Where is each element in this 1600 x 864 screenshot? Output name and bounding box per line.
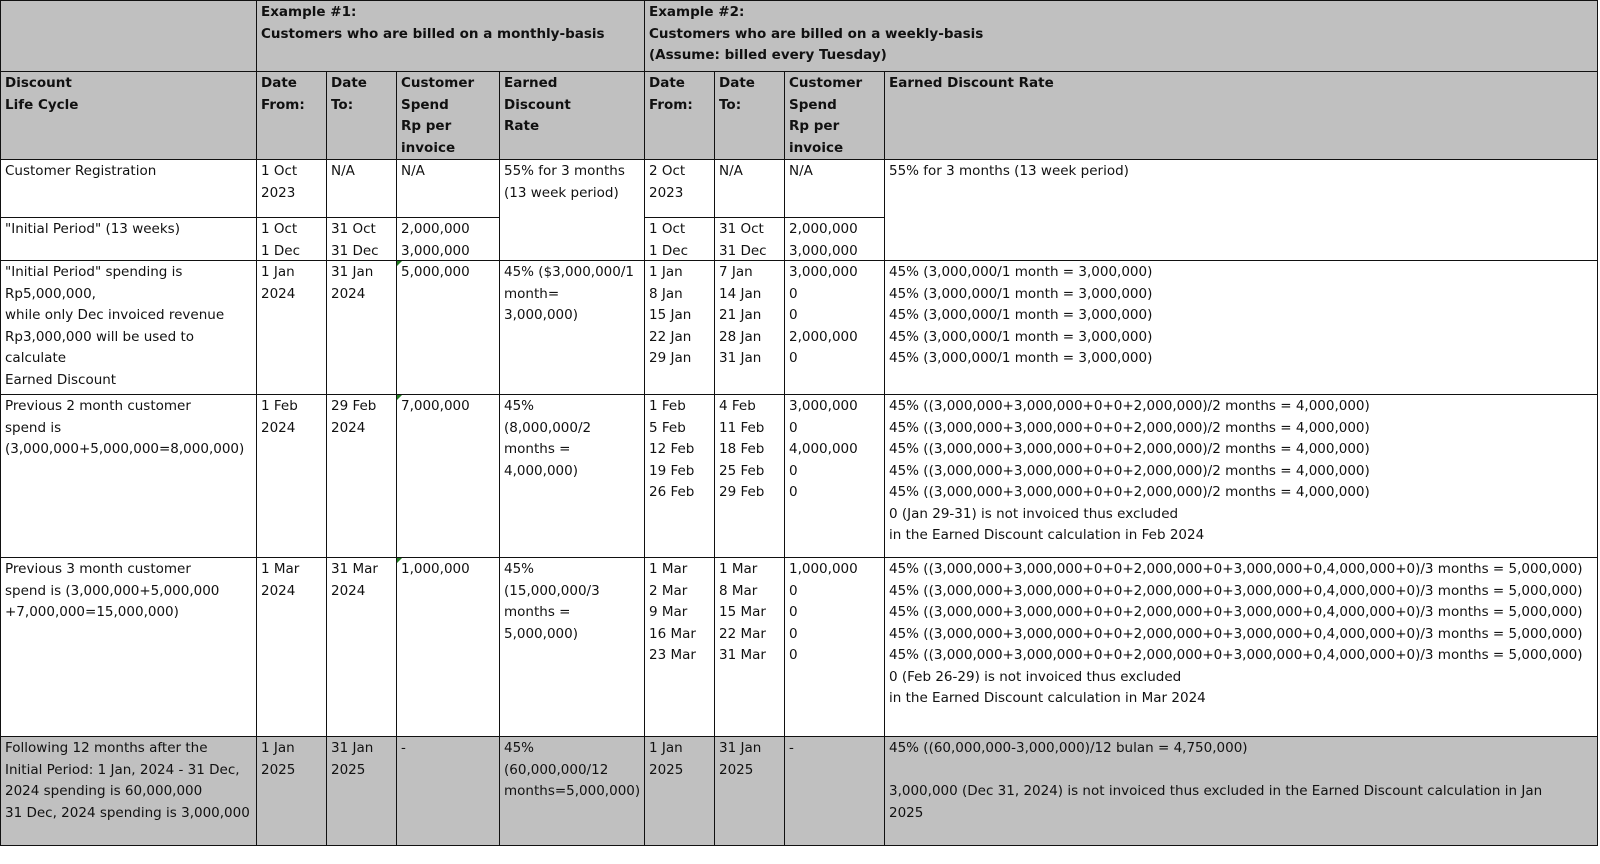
cell-line: 45% [504, 561, 535, 577]
cell-line: 1 Jan [261, 264, 295, 280]
cell-line: 45% ((3,000,000+3,000,000+0+0+2,000,000+0+3,000,000+0,4,000,000+0)/3 months = 5,000,000) [889, 647, 1583, 663]
ex2-date-to-cell [715, 737, 785, 846]
cell-line: 0 [789, 625, 798, 642]
cell-line: 1 Mar [719, 561, 758, 577]
cell-line: 45% ((3,000,000+3,000,000+0+0+2,000,000+0+3,000,000+0,4,000,000+0)/3 months = 5,000,000) [889, 582, 1583, 599]
cell-line: 21 Jan [719, 307, 762, 323]
cell-line: 0 [789, 582, 798, 599]
cell-line: (15,000,000/3 [504, 582, 600, 599]
cell-line: Spend [401, 96, 449, 113]
cell-line: Initial Period: 1 Jan, 2024 - 31 Dec, [5, 761, 240, 778]
cell-line: 31 Dec [719, 242, 767, 259]
cell-line: Discount [504, 96, 571, 113]
cell-line: 1 Oct [649, 221, 686, 237]
ex1-date-from-cell [257, 160, 327, 218]
cell-line: 1 Jan [649, 264, 683, 280]
cell-line: N/A [331, 163, 355, 179]
cell-line: 3,000,000 [789, 398, 858, 414]
cell-line: 31 Jan [719, 740, 762, 756]
ex1-rate-cell [500, 558, 645, 737]
cell-line: 4,000,000) [504, 462, 578, 479]
lifecycle-cell [0, 218, 257, 261]
cell-line: 2025 [331, 761, 366, 778]
column-header-ex2-spend [785, 72, 885, 160]
cell-line: 31 Oct [719, 221, 764, 237]
ex1-date-to-cell [327, 261, 397, 395]
cell-line: 45% ((3,000,000+3,000,000+0+0+2,000,000)/2 months = 4,000,000) [889, 419, 1370, 436]
cell-line: 15 Jan [649, 307, 692, 323]
ex1-spend-cell [397, 395, 500, 558]
cell-line: 18 Feb [719, 441, 765, 457]
cell-line: 45% (3,000,000/1 month = 3,000,000) [889, 328, 1153, 345]
cell-line: 0 [789, 307, 798, 323]
cell-line: 1 Oct [261, 221, 298, 237]
column-header-ex1-date-from [257, 72, 327, 160]
cell-line: Date [719, 75, 755, 91]
cell-line: 2 Oct [649, 163, 686, 179]
cell-line: 5 Feb [649, 419, 686, 436]
cell-line: Customer [789, 75, 863, 91]
cell-line: 1 Mar [649, 561, 688, 577]
ex2-spend-cell [785, 395, 885, 558]
cell-line: 45% (3,000,000/1 month = 3,000,000) [889, 285, 1153, 302]
ex2-date-to-cell [715, 160, 785, 218]
cell-line: Date [649, 75, 685, 91]
cell-line: Rate [504, 118, 540, 134]
cell-line: calculate [5, 350, 67, 366]
cell-line: 2023 [649, 184, 684, 201]
cell-line: 45% (3,000,000/1 month = 3,000,000) [889, 264, 1153, 280]
cell-line: Discount [5, 75, 72, 91]
cell-line: 2024 [331, 419, 366, 436]
cell-line: 45% [504, 398, 535, 414]
cell-line: Earned [504, 75, 558, 91]
cell-line: 15 Mar [719, 604, 766, 620]
cell-line: 45% ((3,000,000+3,000,000+0+0+2,000,000)/2 months = 4,000,000) [889, 398, 1370, 414]
cell-line: 28 Jan [719, 328, 762, 345]
cell-line: 4,000,000 [789, 441, 858, 457]
cell-line: 0 [789, 484, 798, 500]
example1-header-text: Customers who are billed on a monthly-basis [261, 25, 605, 42]
cell-line: in the Earned Discount calculation in Mar 2024 [889, 690, 1206, 706]
cell-line: (13 week period) [504, 184, 619, 201]
cell-line: (8,000,000/2 [504, 419, 592, 436]
cell-line: 7 Jan [719, 264, 753, 280]
ex1-date-to-cell [327, 218, 397, 261]
ex1-date-from-cell [257, 737, 327, 846]
ex2-date-from-cell [645, 261, 715, 395]
example2-header-text: (Assume: billed every Tuesday) [649, 47, 887, 63]
cell-line: 0 [789, 647, 798, 663]
cell-line: 1 Feb [649, 398, 686, 414]
example2-header [645, 0, 1598, 72]
cell-line: Life Cycle [5, 96, 79, 113]
ex1-date-to-cell [327, 558, 397, 737]
ex1-date-to-cell [327, 737, 397, 846]
cell-line: From: [649, 96, 693, 113]
cell-line: 31 Dec, 2024 spending is 3,000,000 [5, 804, 250, 821]
cell-line: Rp5,000,000, [5, 285, 96, 302]
ex1-spend-cell [397, 160, 500, 218]
cell-line: Customer [401, 75, 475, 91]
cell-line: Date [261, 75, 297, 91]
comment-marker-icon [397, 261, 402, 266]
cell-line: month= [504, 285, 560, 302]
ex1-date-from-cell [257, 395, 327, 558]
ex2-date-to-cell [715, 395, 785, 558]
cell-line: N/A [719, 163, 743, 179]
cell-line: 2024 spending is 60,000,000 [5, 783, 203, 799]
ex1-date-from-cell [257, 261, 327, 395]
cell-line: 2023 [261, 184, 296, 201]
cell-line [889, 760, 1593, 782]
cell-line: 45% ((3,000,000+3,000,000+0+0+2,000,000)/2 months = 4,000,000) [889, 462, 1370, 479]
cell-line: 26 Feb [649, 484, 695, 500]
comment-marker-icon [397, 558, 402, 563]
cell-line: 0 [789, 462, 798, 479]
ex2-rate-cell [885, 558, 1598, 737]
column-header-ex1-date-to [327, 72, 397, 160]
ex1-spend-cell [397, 261, 500, 395]
cell-line: 2,000,000 [789, 221, 858, 237]
column-header-ex2-date-to [715, 72, 785, 160]
cell-line: 2 Mar [649, 582, 688, 599]
cell-line: To: [331, 96, 354, 113]
cell-line: 2024 [331, 582, 366, 599]
ex2-spend-cell [785, 160, 885, 218]
ex2-rate-cell [885, 737, 1598, 846]
ex1-spend-cell [397, 218, 500, 261]
example2-header-text: Customers who are billed on a weekly-basis [649, 25, 984, 42]
ex2-date-from-cell [645, 558, 715, 737]
cell-line: spend is [5, 419, 62, 436]
cell-line: 1 Mar [261, 561, 300, 577]
ex1-date-from-cell [257, 558, 327, 737]
ex2-date-from-cell [645, 218, 715, 261]
cell-line: 1 Dec [261, 242, 301, 259]
example2-header-text: Example #2: [649, 4, 745, 20]
cell-line: invoice [401, 139, 456, 156]
cell-line: 45% ((3,000,000+3,000,000+0+0+2,000,000+0+3,000,000+0,4,000,000+0)/3 months = 5,000,000) [889, 625, 1583, 642]
cell-line: N/A [401, 163, 425, 179]
cell-line: 4 Feb [719, 398, 756, 414]
cell-line: 0 [789, 419, 798, 436]
ex1-date-to-cell [327, 395, 397, 558]
cell-line: 3,000,000 [789, 242, 858, 259]
cell-line: 2025 [261, 761, 296, 778]
cell-line: 16 Mar [649, 625, 696, 642]
ex2-spend-cell [785, 737, 885, 846]
ex2-spend-cell [785, 218, 885, 261]
ex1-spend-cell [397, 558, 500, 737]
cell-line: 45% ((3,000,000+3,000,000+0+0+2,000,000+0+3,000,000+0,4,000,000+0)/3 months = 5,000,000) [889, 604, 1583, 620]
cell-line: 55% for 3 months (13 week period) [889, 163, 1129, 179]
cell-line: 14 Jan [719, 285, 762, 302]
cell-line: 2024 [331, 285, 366, 302]
cell-line: months = [504, 441, 571, 457]
cell-line: 29 Feb [331, 398, 377, 414]
cell-line: 31 Jan [331, 740, 374, 756]
lifecycle-cell [0, 160, 257, 218]
ex2-date-from-cell [645, 160, 715, 218]
cell-line: Rp3,000,000 will be used to [5, 328, 195, 345]
cell-line: Previous 3 month customer [5, 561, 191, 577]
cell-line: 1 Dec [649, 242, 689, 259]
cell-line: 1 Oct [261, 163, 298, 179]
cell-line: 2024 [261, 285, 296, 302]
cell-line: 25 Feb [719, 462, 765, 479]
cell-line: To: [719, 96, 742, 113]
ex2-date-from-cell [645, 737, 715, 846]
example1-header [257, 0, 645, 72]
ex2-rate-cell [885, 160, 1598, 261]
cell-line: 31 Mar [719, 647, 766, 663]
cell-line: 31 Jan [719, 350, 762, 366]
cell-line: 2,000,000 [401, 221, 470, 237]
cell-line: 55% for 3 months [504, 163, 625, 179]
cell-line: - [401, 740, 406, 756]
cell-line: 19 Feb [649, 462, 695, 479]
cell-line: 31 Mar [331, 561, 378, 577]
cell-line: 2025 [649, 761, 684, 778]
cell-line: 29 Feb [719, 484, 765, 500]
cell-line: 3,000,000 (Dec 31, 2024) is not invoiced thus excluded in the Earned Discount calculation in Jan [889, 783, 1543, 799]
column-header-ex1-rate [500, 72, 645, 160]
cell-line: 11 Feb [719, 419, 765, 436]
cell-line: 3,000,000) [504, 307, 578, 323]
ex2-date-from-cell [645, 395, 715, 558]
cell-line: 22 Jan [649, 328, 692, 345]
cell-line: 31 Dec [331, 242, 379, 259]
cell-line: 3,000,000 [789, 264, 858, 280]
cell-line: Rp per [789, 118, 840, 134]
lifecycle-cell [0, 558, 257, 737]
ex2-spend-cell [785, 558, 885, 737]
cell-line: 45% (3,000,000/1 month = 3,000,000) [889, 307, 1153, 323]
ex2-rate-cell [885, 261, 1598, 395]
cell-line: "Initial Period" spending is [5, 264, 183, 280]
cell-line: (60,000,000/12 [504, 761, 609, 778]
cell-line: 0 [789, 285, 798, 302]
cell-line: 45% ((3,000,000+3,000,000+0+0+2,000,000)/2 months = 4,000,000) [889, 441, 1370, 457]
ex1-rate-cell [500, 395, 645, 558]
cell-line: 31 Jan [331, 264, 374, 280]
cell-line: Earned Discount Rate [889, 75, 1054, 91]
cell-line: (3,000,000+5,000,000=8,000,000) [5, 441, 245, 457]
cell-line: 22 Mar [719, 625, 766, 642]
column-header-ex1-spend [397, 72, 500, 160]
cell-line: 1 Jan [261, 740, 295, 756]
cell-line: 45% ($3,000,000/1 [504, 264, 634, 280]
cell-line: 31 Oct [331, 221, 376, 237]
cell-line: months=5,000,000) [504, 783, 641, 799]
ex1-rate-cell [500, 160, 645, 261]
cell-line: Following 12 months after the [5, 740, 208, 756]
cell-line: in the Earned Discount calculation in Feb 2024 [889, 527, 1205, 543]
ex2-spend-cell [785, 261, 885, 395]
ex2-date-to-cell [715, 558, 785, 737]
cell-line: 23 Mar [649, 647, 696, 663]
cell-line: 8 Jan [649, 285, 683, 302]
cell-line: 1 Jan [649, 740, 683, 756]
cell-line: invoice [789, 139, 844, 156]
cell-line: 2024 [261, 582, 296, 599]
column-header-lifecycle [0, 72, 257, 160]
cell-line: From: [261, 96, 305, 113]
cell-line: Date [331, 75, 367, 91]
cell-line: 0 (Jan 29-31) is not invoiced thus excluded [889, 505, 1179, 522]
cell-line: 9 Mar [649, 604, 688, 620]
cell-line: while only Dec invoiced revenue [5, 307, 225, 323]
cell-line: 5,000,000) [504, 625, 578, 642]
cell-line: 1 Feb [261, 398, 298, 414]
cell-line: 8 Mar [719, 582, 758, 599]
lifecycle-cell [0, 261, 257, 395]
cell-line: "Initial Period" (13 weeks) [5, 221, 180, 237]
cell-line: 7,000,000 [401, 398, 470, 414]
cell-line: 0 [789, 350, 798, 366]
cell-line: 45% (3,000,000/1 month = 3,000,000) [889, 350, 1153, 366]
cell-line: 45% ((60,000,000-3,000,000)/12 bulan = 4,750,000) [889, 740, 1248, 756]
cell-line: 45% ((3,000,000+3,000,000+0+0+2,000,000+0+3,000,000+0,4,000,000+0)/3 months = 5,000,000) [889, 561, 1583, 577]
ex2-rate-cell [885, 395, 1598, 558]
ex1-rate-cell [500, 261, 645, 395]
ex2-date-to-cell [715, 218, 785, 261]
cell-line: +7,000,000=15,000,000) [5, 604, 179, 620]
ex1-rate-cell [500, 737, 645, 846]
cell-line: 45% ((3,000,000+3,000,000+0+0+2,000,000)/2 months = 4,000,000) [889, 484, 1370, 500]
cell-line: 2,000,000 [789, 328, 858, 345]
cell-line: Spend [789, 96, 837, 113]
ex1-spend-cell [397, 737, 500, 846]
cell-line: 45% [504, 740, 535, 756]
cell-line: 2025 [889, 804, 924, 821]
cell-line: 12 Feb [649, 441, 695, 457]
cell-line: 2024 [261, 419, 296, 436]
cell-line: Rp per [401, 118, 452, 134]
cell-line: N/A [789, 163, 813, 179]
cell-line: - [789, 740, 794, 756]
cell-line: Customer Registration [5, 163, 157, 179]
ex1-date-from-cell [257, 218, 327, 261]
cell-line: 1,000,000 [401, 561, 470, 577]
lifecycle-cell [0, 737, 257, 846]
cell-line: 2025 [719, 761, 754, 778]
cell-line: 0 (Feb 26-29) is not invoiced thus excluded [889, 668, 1182, 685]
comment-marker-icon [397, 395, 402, 400]
cell-line: 1,000,000 [789, 561, 858, 577]
cell-line: months = [504, 604, 571, 620]
example1-header-text: Example #1: [261, 4, 357, 20]
column-header-ex2-date-from [645, 72, 715, 160]
column-header-ex2-rate [885, 72, 1598, 160]
lifecycle-cell [0, 395, 257, 558]
header-blank [0, 0, 257, 72]
cell-line: Previous 2 month customer [5, 398, 191, 414]
cell-line: Earned Discount [5, 371, 117, 388]
cell-line: 29 Jan [649, 350, 692, 366]
ex2-date-to-cell [715, 261, 785, 395]
cell-line: 3,000,000 [401, 242, 470, 259]
cell-line: 5,000,000 [401, 264, 470, 280]
cell-line: 0 [789, 604, 798, 620]
ex1-date-to-cell [327, 160, 397, 218]
cell-line: spend is (3,000,000+5,000,000 [5, 582, 220, 599]
